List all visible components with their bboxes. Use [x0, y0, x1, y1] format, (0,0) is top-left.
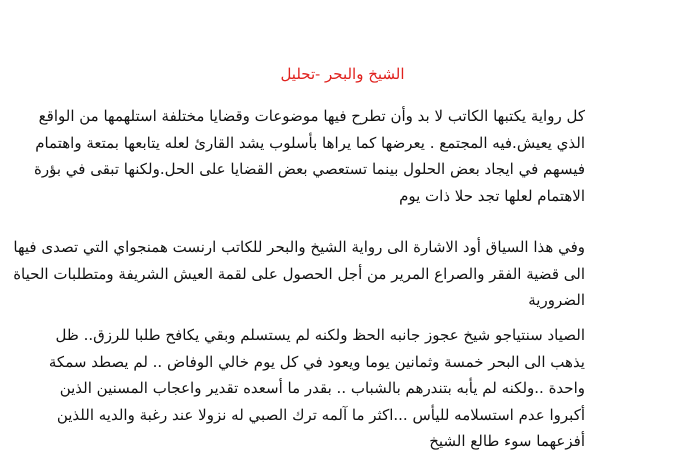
paragraph-line: أكبروا عدم استسلامه لليأس ...اكثر ما آلمه ترك الصبي له نزولا عند رغبة والديه اللذين — [56, 405, 585, 424]
paragraph-line: وفي هذا السياق أود الاشارة الى رواية الشيخ والبحر للكاتب ارنست همنجواي التي تصدى فيها — [13, 238, 585, 256]
paragraph-line: كل رواية يكتبها الكاتب لا بد وأن تطرح فيها موضوعات وقضايا مختلفة استلهمها من الواقع — [38, 107, 585, 125]
document-title: الشيخ والبحر -تحليل — [280, 65, 405, 83]
paragraph-2 — [13, 234, 585, 314]
paragraph-line: واحدة ..ولكنه لم يأبه بتندرهم بالشباب .. بقدر ما أسعده تقدير واعجاب المسنين الذين — [59, 379, 585, 397]
paragraph-line: الى قضية الفقر والصراع المرير من أجل الحصول على لقمة العيش الشريفة ومتطلبات الحياة — [13, 264, 585, 283]
paragraph-3 — [48, 322, 585, 455]
paragraph-line: الذي يعيش.فيه المجتمع . يعرضها كما يراها بأسلوب يشد القارئ لعله يتابعها بمتعة واهتمام — [35, 133, 585, 152]
paragraph-line: فيسهم في ايجاد بعض الحلول بينما تستعصي بعض القضايا على الحل.ولكنها تبقى في بؤرة — [33, 160, 585, 178]
paragraph-line: أفزعهما سوء طالع الشيخ — [429, 432, 585, 450]
paragraph-1 — [33, 103, 585, 209]
paragraph-line: يذهب الى البحر خمسة وثمانين يوما ويعود في كل يوم خالي الوفاض .. لم يصطد سمكة — [48, 352, 585, 371]
paragraph-line: الصياد سنتياجو شيخ عجوز جانبه الحظ ولكنه لم يستسلم وبقي يكافح طلبا للرزق.. ظل — [55, 326, 585, 344]
paragraph-line: الضرورية — [528, 291, 585, 309]
paragraph-line: الاهتمام لعلها تجد حلا ذات يوم — [399, 186, 585, 205]
